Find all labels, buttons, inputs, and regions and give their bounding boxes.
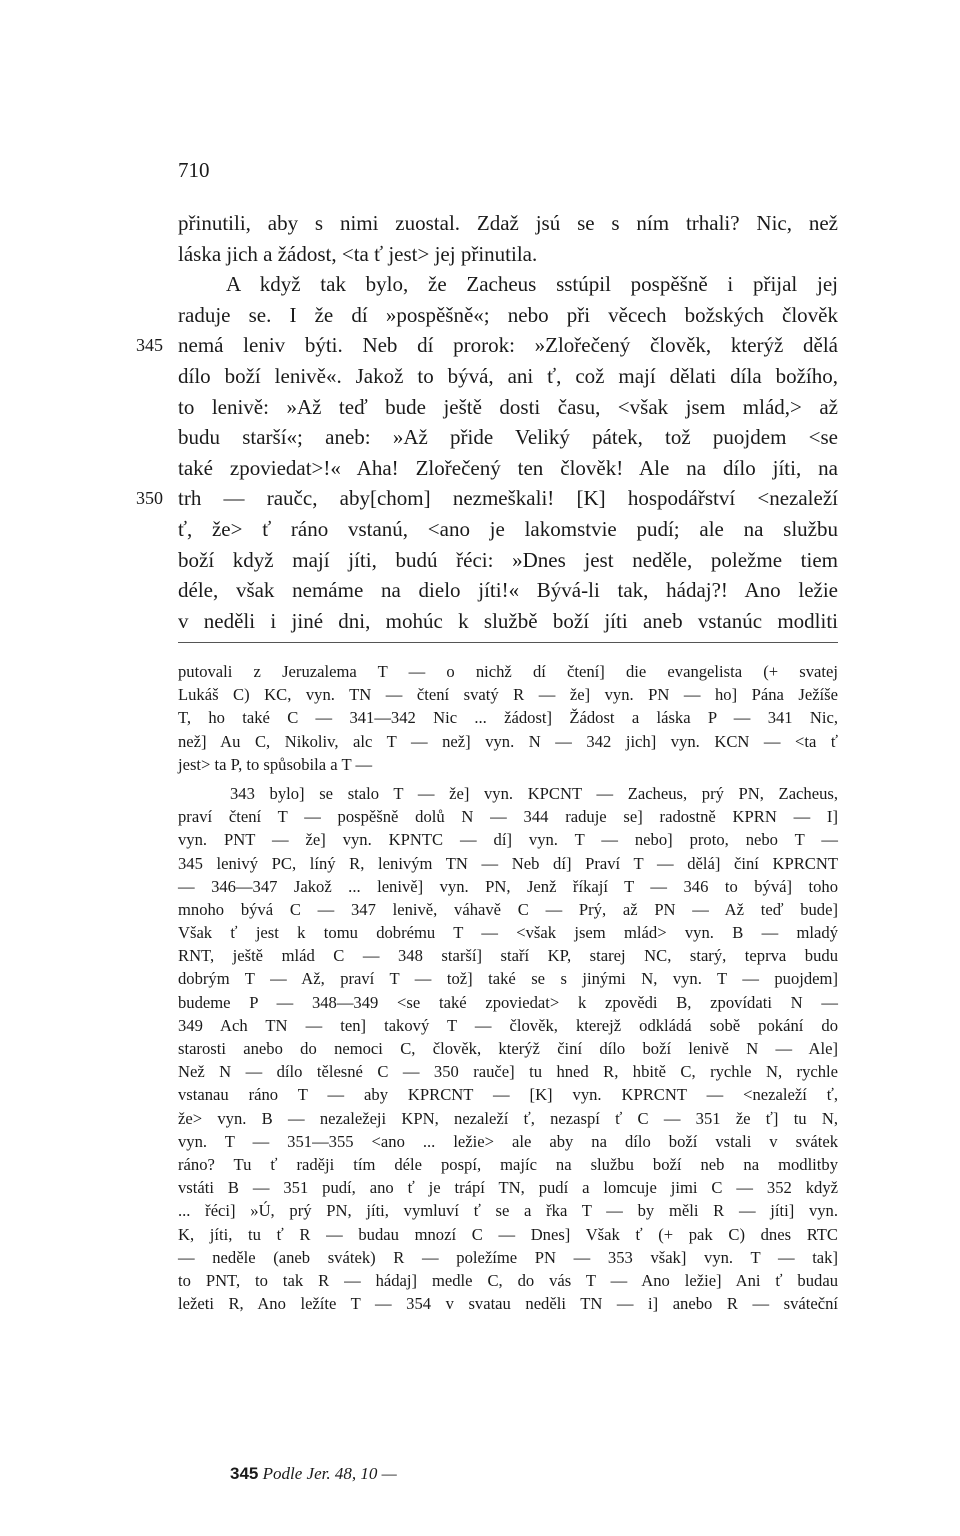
- text-line: to lenivě: »Až teď bude ještě dosti času, <však jsem mlád,> až: [178, 394, 838, 419]
- footnote-line: vyn. T — 351—355 <ano ... ležie> ale aby na dílo boží vstali v svátek: [178, 1131, 838, 1151]
- footnote-line: T, ho také C — 341—342 Nic ... žádost] Žádost a láska P — 341 Nic,: [178, 708, 838, 728]
- source-note-text: Podle Jer. 48, 10 —: [262, 1464, 397, 1483]
- footnote-line: vstáti B — 351 pudí, ano ť je trápí TN, pudí a lomcuje jimi C — 352 když: [178, 1178, 838, 1198]
- source-note-number: 345: [230, 1464, 259, 1483]
- footnote-line: než] Au C, Nikoliv, alc T — než] vyn. N — 342 jich] vyn. KCN — <ta ť: [178, 731, 838, 751]
- footnote-line: ráno? Tu ť raději tím déle pospí, majíc na službu boží neb na modlitby: [178, 1154, 838, 1174]
- footnote-line: budeme P — 348—349 <se také zpoviedat> k zpovědi B, zpovídati N —: [178, 992, 838, 1012]
- footnote-line: dobrým T — Až, praví T — tož] také se s jinými N, vyn. T — puojdem]: [178, 969, 838, 989]
- source-note: [230, 1464, 397, 1484]
- main-text: [136, 208, 838, 636]
- footnote-line: vstanau ráno T — aby KPRCNT — [K] vyn. KPRCNT — <nezaleží ť,: [178, 1085, 838, 1105]
- page-number: 710: [178, 158, 210, 182]
- text-line: ť, že> ť ráno vstanú, <ano je lakomstvie pudí; ale na službu: [178, 516, 838, 541]
- footnote-line: 345 lenivý PC, líný R, lenivým TN — Neb dí] Praví T — dělá] činí KPRCNT: [178, 853, 838, 873]
- footnote-line: starosti anebo do nemoci C, člověk, kterýž činí dílo boží lenivě N — Ale]: [178, 1039, 838, 1058]
- line-number: 345: [136, 335, 163, 356]
- text-line: také zpoviedat>!« Aha! Zlořečený ten člověk! Ale na dílo jíti, na: [178, 455, 838, 480]
- footnote-line: jest> ta P, to spůsobila a T —: [178, 754, 373, 774]
- text-line: budu starší«; aneb: »Až přide Veliký pátek, tož puojdem <se: [178, 425, 838, 450]
- footnote-line: — 346—347 Jakož ... lenivě] vyn. PN, Jenž říkají T — 346 to bývá] toho: [178, 876, 838, 896]
- text-line: láska jich a žádost, <ta ť jest> jej přinutila.: [178, 241, 538, 266]
- text-line: v neděli i jiné dni, mohúc k službě boží jíti aneb vstanúc modliti: [178, 608, 838, 633]
- footnote-line: 349 Ach TN — ten] takový T — člověk, kterejž odkládá sobě pokání do: [178, 1015, 838, 1035]
- footnote-line: to PNT, to tak R — hádaj] medle C, do vás T — Ano ležie] Ani ť budau: [178, 1270, 838, 1290]
- footnote-line: K, jíti, tu ť R — budau mnozí C — Dnes] Však ť (+ pak C) dnes RTC: [178, 1224, 838, 1244]
- text-line: boží když mají jíti, budú řéci: »Dnes jest neděle, poležme tiem: [178, 547, 838, 572]
- footnote-line: 343 bylo] se stalo T — že] vyn. KPCNT — Zacheus, prý PN, Zacheus,: [230, 783, 838, 803]
- line-number: 350: [136, 488, 163, 509]
- text-line: A když tak bylo, že Zacheus sstúpil pospěšně i přijal jej: [226, 272, 838, 297]
- footnote-line: Lukáš C) KC, vyn. TN — čtení svatý R — že] vyn. PN — ho] Pána Ježíše: [178, 685, 838, 705]
- text-line: raduje se. I že dí »pospěšně«; nebo při věcech božských člověk: [178, 302, 838, 327]
- footnote-line: vyn. PNT — že] vyn. KPNTC — dí] vyn. T — nebo] proto, nebo T —: [178, 830, 838, 850]
- text-line: 350 trh — raučc, aby[chom] nezmeškali! [K] hospodářství <nezaleží: [178, 483, 838, 514]
- text-line: dílo boží lenivě«. Jakož to bývá, ani ť, což mají dělati díla božího,: [178, 363, 838, 388]
- footnote-line: ležeti R, Ano ležíte T — 354 v svatau neděli TN — i] anebo R — sváteční: [178, 1294, 838, 1314]
- text-line: přinutili, aby s nimi zuostal. Zdaž jsú se s ním trhali? Nic, než: [178, 211, 838, 235]
- text-line: déle, však nemáme na dielo jíti!« Bývá-li tak, hádaj?! Ano ležie: [178, 578, 838, 603]
- footnote-line: — neděle (aneb svátek) R — poležíme PN — 353 však] vyn. T — tak]: [178, 1247, 838, 1267]
- footnote-line: Než N — dílo tělesné C — 350 rauče] tu hned R, hbitě C, rychle N, rychle: [178, 1062, 838, 1082]
- footnote-line: mnoho bývá C — 347 lenivě, váhavě C — Prý, až PN — Až teď bude]: [178, 899, 838, 919]
- footnote-line: putovali z Jeruzalema T — o nichž dí čtení] die evangelista (+ svatej: [178, 662, 838, 681]
- footnote-line: RNT, ještě mlád C — 348 starší] staří KP, starej NC, starý, teprva budu: [178, 946, 838, 966]
- footnote-divider: [178, 642, 838, 643]
- text-line: 345 nemá leniv býti. Neb dí prorok: »Zlořečený člověk, kterýž dělá: [178, 330, 838, 361]
- footnote-line: že> vyn. B — nezaležeji KPN, nezaleží ť, nezaspí ť C — 351 že ť] tu N,: [178, 1108, 838, 1128]
- footnote-line: praví čtení T — pospěšně dolů N — 344 raduje se] radostně KPRN — I]: [178, 807, 838, 827]
- footnote-line: ... řéci] »Ú, prý PN, jíti, vymluví ť se a řka T — by měli R — jíti] vyn.: [178, 1201, 838, 1221]
- footnote-line: Však ť jest k tomu dobrému T — <však jsem mlád> vyn. B — mladý: [178, 923, 838, 943]
- footnotes: [178, 660, 838, 1315]
